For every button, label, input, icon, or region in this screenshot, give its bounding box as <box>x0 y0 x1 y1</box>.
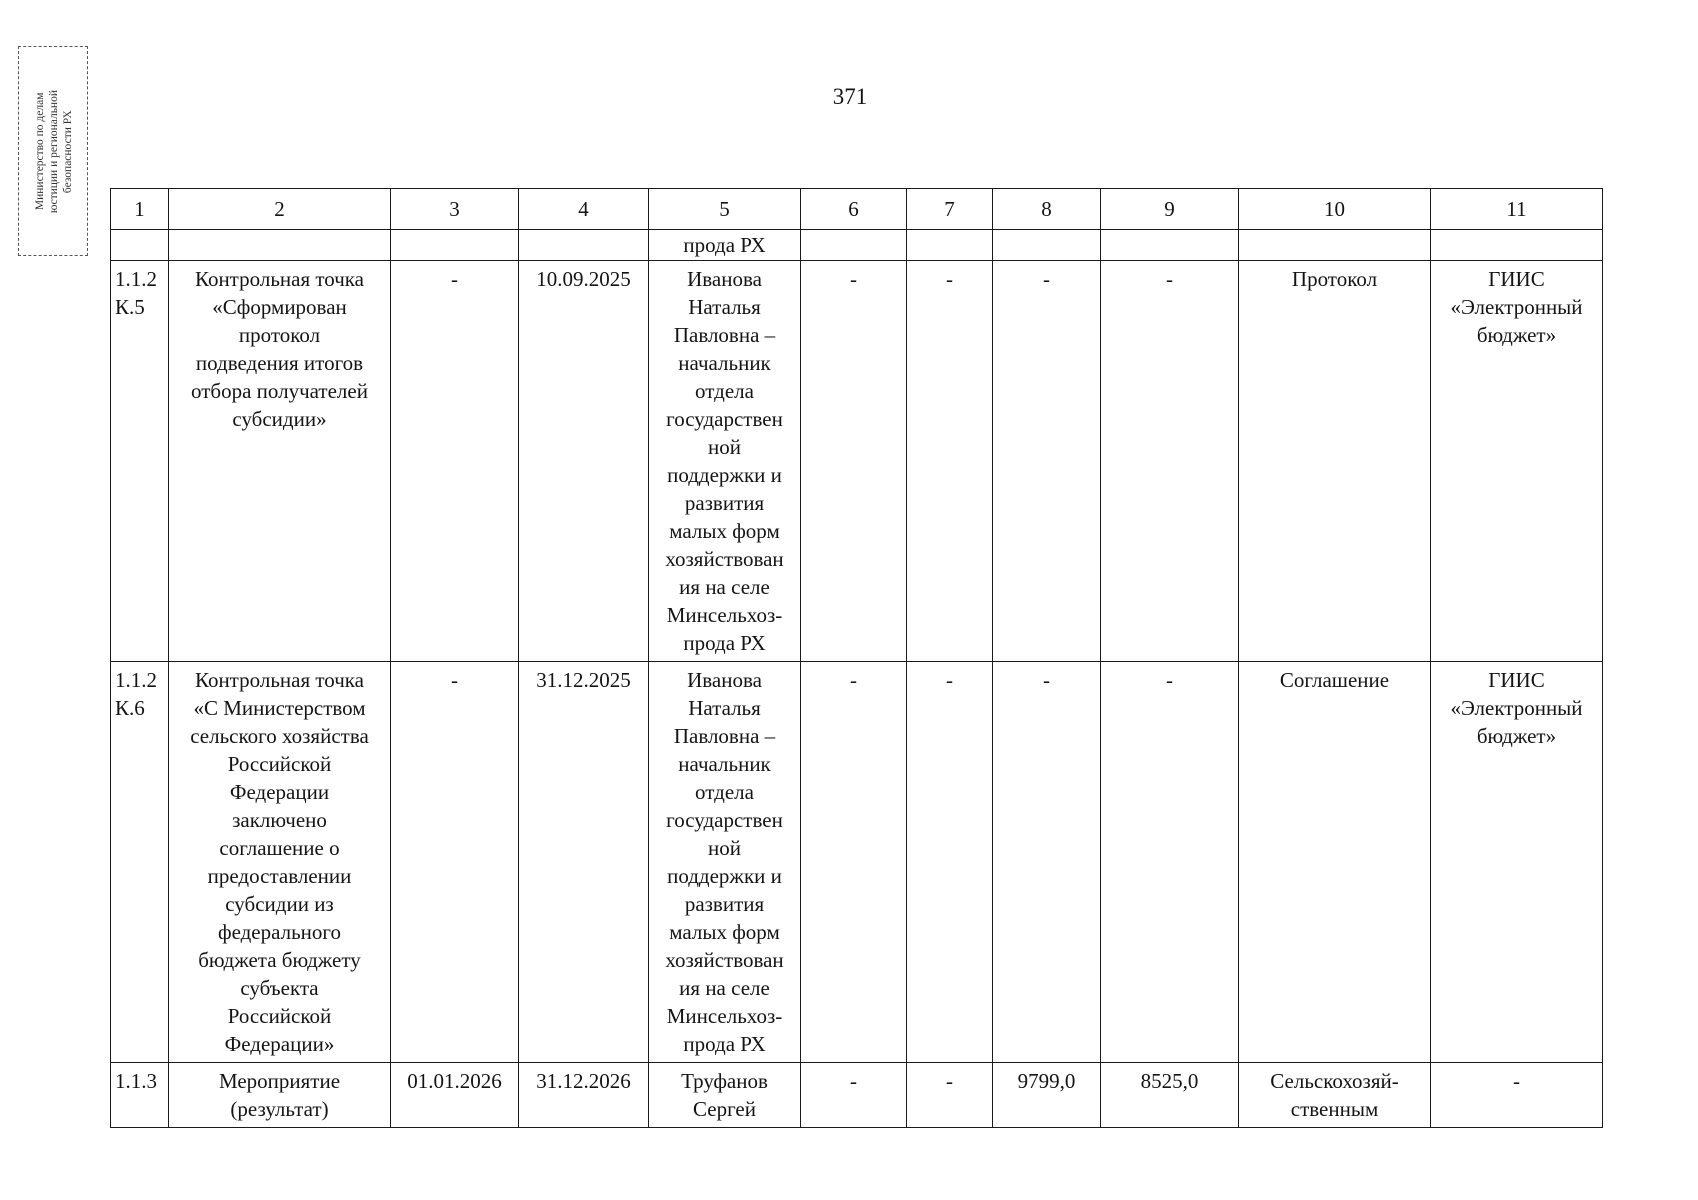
row-col6-cell: - <box>801 1063 907 1128</box>
column-number: 9 <box>1101 189 1239 230</box>
registration-stamp-text: Министерство по делам юстиции и региональной безопасности РХ <box>34 90 74 214</box>
cell-text-line: (результат) <box>230 1097 329 1121</box>
cell-text-line: Соглашение <box>1279 668 1390 692</box>
row-responsible-cell <box>649 261 801 662</box>
cell-text-line: субсидии» <box>232 407 327 431</box>
row-col7-cell: - <box>907 261 993 662</box>
table-row <box>111 261 1603 662</box>
row-col9-cell: - <box>1101 261 1239 662</box>
cell-text-line: Труфанов <box>681 1069 768 1093</box>
cell-text-line: Мероприятие <box>218 1069 341 1093</box>
cell-text-line: ГИИС <box>1488 267 1545 291</box>
cell-text-line: развития <box>684 892 765 916</box>
cell-text-line: бюджета бюджету <box>198 948 361 972</box>
column-number: 3 <box>391 189 519 230</box>
cell-text-line: субъекта <box>240 976 319 1000</box>
cell-text-line: Российской <box>227 1004 332 1028</box>
page-number: 371 <box>832 84 868 109</box>
cell-text-line: ия на селе <box>679 976 770 1000</box>
table-row <box>111 1063 1603 1128</box>
cell-text-line: подведения итогов <box>195 351 364 375</box>
row-responsible-cell <box>649 662 801 1063</box>
column-number: 6 <box>801 189 907 230</box>
row-start-date-cell: - <box>391 662 519 1063</box>
row-col8-cell: - <box>993 662 1101 1063</box>
cell-text-line: К.6 <box>115 696 145 720</box>
cell-text-line: Сергей <box>693 1097 756 1121</box>
cell-text-line: малых форм <box>669 920 780 944</box>
column-number: 4 <box>519 189 649 230</box>
cell-text-line: хозяйствован <box>665 547 784 571</box>
cell-text-line: Наталья <box>688 696 761 720</box>
cell-text-line: хозяйствован <box>665 948 784 972</box>
registration-stamp <box>18 46 88 256</box>
row-start-date-cell: 01.01.2026 <box>391 1063 519 1128</box>
cell-text-line: «Сформирован <box>212 295 347 319</box>
cell-text-line: ственным <box>1290 1097 1379 1121</box>
cell-text-line: Минсельхоз- <box>666 1004 783 1028</box>
row-end-date-cell: 10.09.2025 <box>519 261 649 662</box>
cell-text-line: соглашение о <box>219 836 340 860</box>
row-responsible-cell <box>649 1063 801 1128</box>
column-number: 7 <box>907 189 993 230</box>
cell-text-line: Протокол <box>1291 267 1378 291</box>
row-col7-cell: - <box>907 662 993 1063</box>
cell-text-line: Павловна – <box>673 724 776 748</box>
cell-text-line: Контрольная точка <box>194 668 364 692</box>
cell-text-line: Павловна – <box>673 323 776 347</box>
row-col6-cell: - <box>801 261 907 662</box>
cell-text-line: К.5 <box>115 295 145 319</box>
cell-text-line: бюджет» <box>1476 724 1557 748</box>
cell-text-line: протокол <box>238 323 321 347</box>
cell-text-line: ГИИС <box>1488 668 1545 692</box>
cell-text-line: Наталья <box>688 295 761 319</box>
cell-text-line: прода РХ <box>683 1032 766 1056</box>
continuation-cell: прода РХ <box>649 230 801 261</box>
cell-text-line: поддержки и <box>667 463 782 487</box>
cell-text-line: Федерации <box>229 780 330 804</box>
row-col6-cell: - <box>801 662 907 1063</box>
row-col8-cell: - <box>993 261 1101 662</box>
row-end-date-cell: 31.12.2025 <box>519 662 649 1063</box>
cell-text-line: государствен <box>666 407 783 431</box>
table-body <box>111 261 1603 1128</box>
row-name-cell <box>169 261 391 662</box>
cell-text-line: начальник <box>678 752 771 776</box>
column-number: 5 <box>649 189 801 230</box>
row-col11-cell <box>1431 662 1603 1063</box>
row-end-date-cell: 31.12.2026 <box>519 1063 649 1128</box>
row-start-date-cell: - <box>391 261 519 662</box>
cell-text-line: ной <box>708 836 741 860</box>
cell-text-line: малых форм <box>669 519 780 543</box>
cell-text-line: начальник <box>678 351 771 375</box>
column-number-row <box>111 189 1603 230</box>
cell-text-line: бюджет» <box>1476 323 1557 347</box>
column-number: 2 <box>169 189 391 230</box>
row-col10-cell <box>1239 261 1431 662</box>
cell-text-line: Минсельхоз- <box>666 603 783 627</box>
cell-text-line: развития <box>684 491 765 515</box>
cell-text-line: - <box>1513 1069 1520 1093</box>
activity-plan-table <box>110 188 1603 1128</box>
cell-text-line: ной <box>708 435 741 459</box>
cell-text-line: Иванова <box>687 668 762 692</box>
row-col11-cell <box>1431 1063 1603 1128</box>
cell-text-line: предоставлении <box>207 864 352 888</box>
cell-text-line: Контрольная точка <box>194 267 364 291</box>
cell-text-line: «Электронный <box>1450 295 1583 319</box>
cell-text-line: отдела <box>695 379 754 403</box>
row-name-cell <box>169 1063 391 1128</box>
cell-text-line: 1.1.3 <box>115 1069 157 1093</box>
row-code-cell <box>111 261 169 662</box>
column-number: 11 <box>1431 189 1603 230</box>
row-code-cell <box>111 662 169 1063</box>
continuation-row <box>111 230 1603 261</box>
cell-text-line: федерального <box>217 920 342 944</box>
cell-text-line: сельского хозяйства <box>190 724 369 748</box>
column-number: 8 <box>993 189 1101 230</box>
cell-text-line: отбора получателей <box>191 379 368 403</box>
cell-text-line: Федерации» <box>224 1032 335 1056</box>
cell-text-line: 1.1.2 <box>115 267 157 291</box>
column-number: 10 <box>1239 189 1431 230</box>
table-row <box>111 662 1603 1063</box>
row-col10-cell <box>1239 662 1431 1063</box>
row-code-cell <box>111 1063 169 1128</box>
cell-text-line: 1.1.2 <box>115 668 157 692</box>
cell-text-line: заключено <box>232 808 327 832</box>
cell-text-line: прода РХ <box>683 631 766 655</box>
cell-text-line: «Электронный <box>1450 696 1583 720</box>
row-name-cell <box>169 662 391 1063</box>
row-col7-cell: - <box>907 1063 993 1128</box>
cell-text-line: «С Министерством <box>193 696 366 720</box>
cell-text-line: отдела <box>695 780 754 804</box>
cell-text-line: Российской <box>227 752 332 776</box>
cell-text-line: государствен <box>666 808 783 832</box>
row-col11-cell <box>1431 261 1603 662</box>
cell-text-line: ия на селе <box>679 575 770 599</box>
cell-text-line: субсидии из <box>225 892 334 916</box>
cell-text-line: Сельскохозяй- <box>1270 1069 1399 1093</box>
cell-text-line: поддержки и <box>667 864 782 888</box>
column-number: 1 <box>111 189 169 230</box>
row-col9-cell: 8525,0 <box>1101 1063 1239 1128</box>
row-col9-cell: - <box>1101 662 1239 1063</box>
row-col8-cell: 9799,0 <box>993 1063 1101 1128</box>
row-col10-cell <box>1239 1063 1431 1128</box>
cell-text-line: Иванова <box>687 267 762 291</box>
